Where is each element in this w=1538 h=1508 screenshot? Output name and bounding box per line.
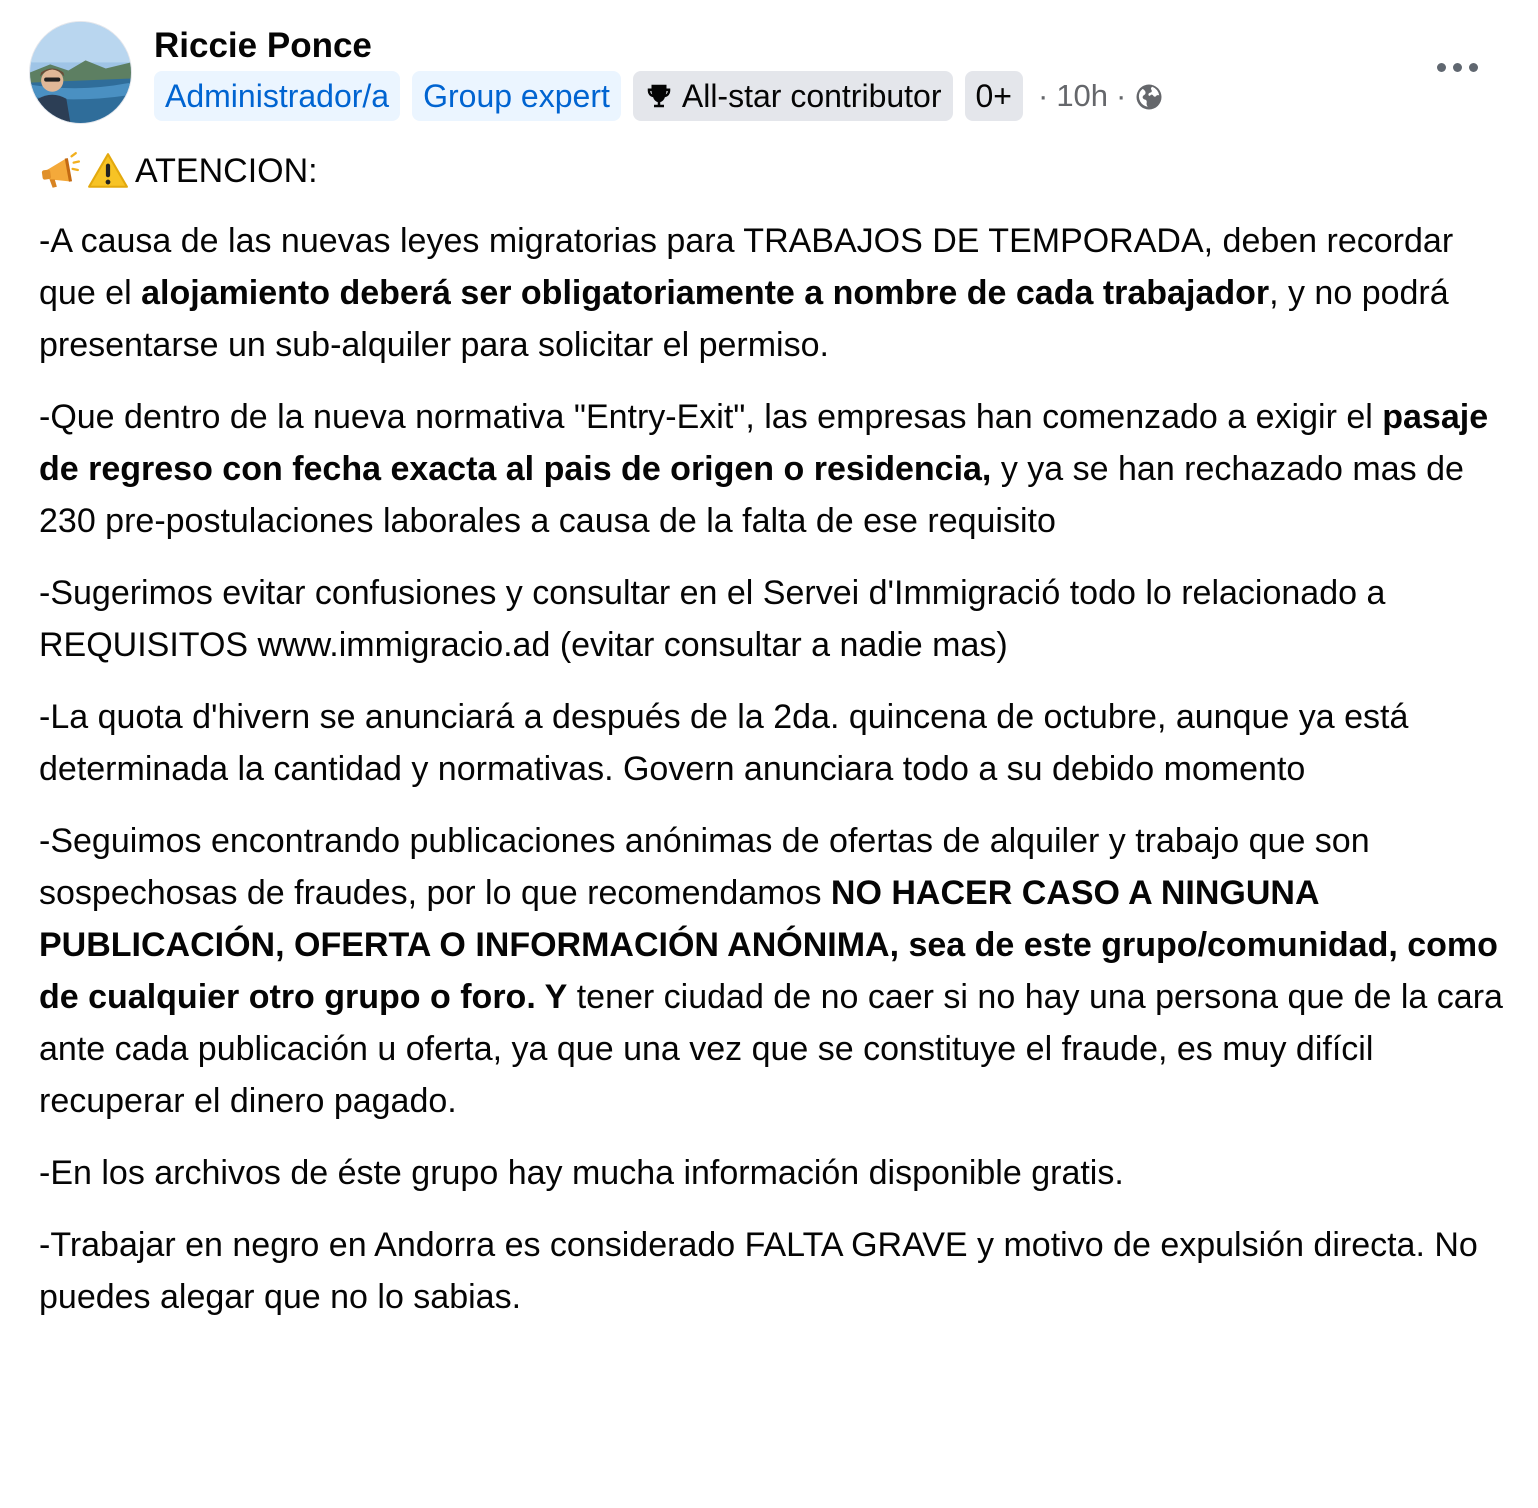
badge-all-star[interactable] bbox=[633, 71, 953, 121]
p5-text-c: tener ciudad de no caer si no hay una persona que de la cara ante cada publicación u oferta, ya que una vez que se constituye el fraude, es muy difícil recuperar el dinero pagado. bbox=[39, 978, 1503, 1120]
badge-admin[interactable] bbox=[154, 71, 400, 121]
paragraph-4: -La quota d'hivern se anunciará a después de la 2da. quincena de octubre, aunque ya está determinada la cantidad y normativas. Govern anunciara todo a su debido momento bbox=[39, 698, 1409, 788]
heading-text: ATENCION: bbox=[135, 152, 318, 190]
paragraph-1 bbox=[39, 215, 1514, 371]
warning-icon bbox=[87, 150, 129, 192]
p1-text-c: , y no podrá presentarse un sub-alquiler para solicitar el permiso. bbox=[39, 274, 1449, 364]
badge-more-count[interactable] bbox=[965, 71, 1023, 121]
author-name[interactable]: Riccie Ponce bbox=[154, 26, 372, 65]
megaphone-icon bbox=[39, 150, 81, 192]
paragraph-2 bbox=[39, 391, 1514, 547]
p1-text-a: -A causa de las nuevas leyes migratorias para TRABAJOS DE TEMPORADA, deben recordar que el bbox=[39, 222, 1454, 312]
more-options-button[interactable] bbox=[1424, 44, 1490, 90]
post-body bbox=[39, 145, 1514, 1343]
avatar[interactable] bbox=[29, 21, 132, 124]
paragraph-7: -Trabajar en negro en Andorra es considerado FALTA GRAVE y motivo de expulsión directa. No puedes alegar que no lo sabias. bbox=[39, 1226, 1478, 1316]
meta-separator: · bbox=[1037, 78, 1049, 113]
p5-text-bold: NO HACER CASO A NINGUNA PUBLICACIÓN, OFERTA O INFORMACIÓN ANÓNIMA, sea de este grupo/comunidad, como de cualquier otro grupo o foro. Y bbox=[39, 874, 1498, 1016]
badge-all-star-label: All-star contributor bbox=[681, 78, 942, 114]
p2-text-bold: pasaje de regreso con fecha exacta al pais de origen o residencia, bbox=[39, 398, 1489, 488]
p2-text-a: -Que dentro de la nueva normativa "Entry-Exit", las empresas han comenzado a exigir el bbox=[39, 398, 1383, 436]
badge-admin-label: Administrador/a bbox=[165, 78, 390, 114]
p1-text-bold: alojamiento deberá ser obligatoriamente a nombre de cada trabajador bbox=[141, 274, 1270, 312]
post-time[interactable]: 10h bbox=[1056, 78, 1109, 113]
more-dots-icon bbox=[1437, 63, 1478, 72]
post-heading bbox=[39, 145, 1514, 197]
paragraph-5 bbox=[39, 815, 1514, 1127]
p5-text-a: -Seguimos encontrando publicaciones anónimas de ofertas de alquiler y trabajo que son sospechosas de fraudes, por lo que recomendamos bbox=[39, 822, 1370, 912]
badges-row bbox=[154, 71, 1164, 121]
profile-photo bbox=[30, 22, 131, 123]
p2-text-c: y ya se han rechazado mas de 230 pre-postulaciones laborales a causa de la falta de ese requisito bbox=[39, 450, 1464, 540]
post-meta bbox=[1038, 78, 1164, 114]
badge-group-expert[interactable] bbox=[412, 71, 621, 121]
paragraph-6: -En los archivos de éste grupo hay mucha información disponible gratis. bbox=[39, 1154, 1124, 1192]
badge-more-count-label: 0+ bbox=[975, 78, 1012, 114]
globe-icon[interactable] bbox=[1134, 82, 1164, 112]
trophy-icon bbox=[644, 81, 674, 111]
paragraph-3: -Sugerimos evitar confusiones y consultar en el Servei d'Immigració todo lo relacionado a REQUISITOS www.immigracio.ad (evitar consultar a nadie mas) bbox=[39, 574, 1386, 664]
badge-group-expert-label: Group expert bbox=[423, 78, 610, 114]
meta-separator-2: · bbox=[1116, 78, 1127, 113]
